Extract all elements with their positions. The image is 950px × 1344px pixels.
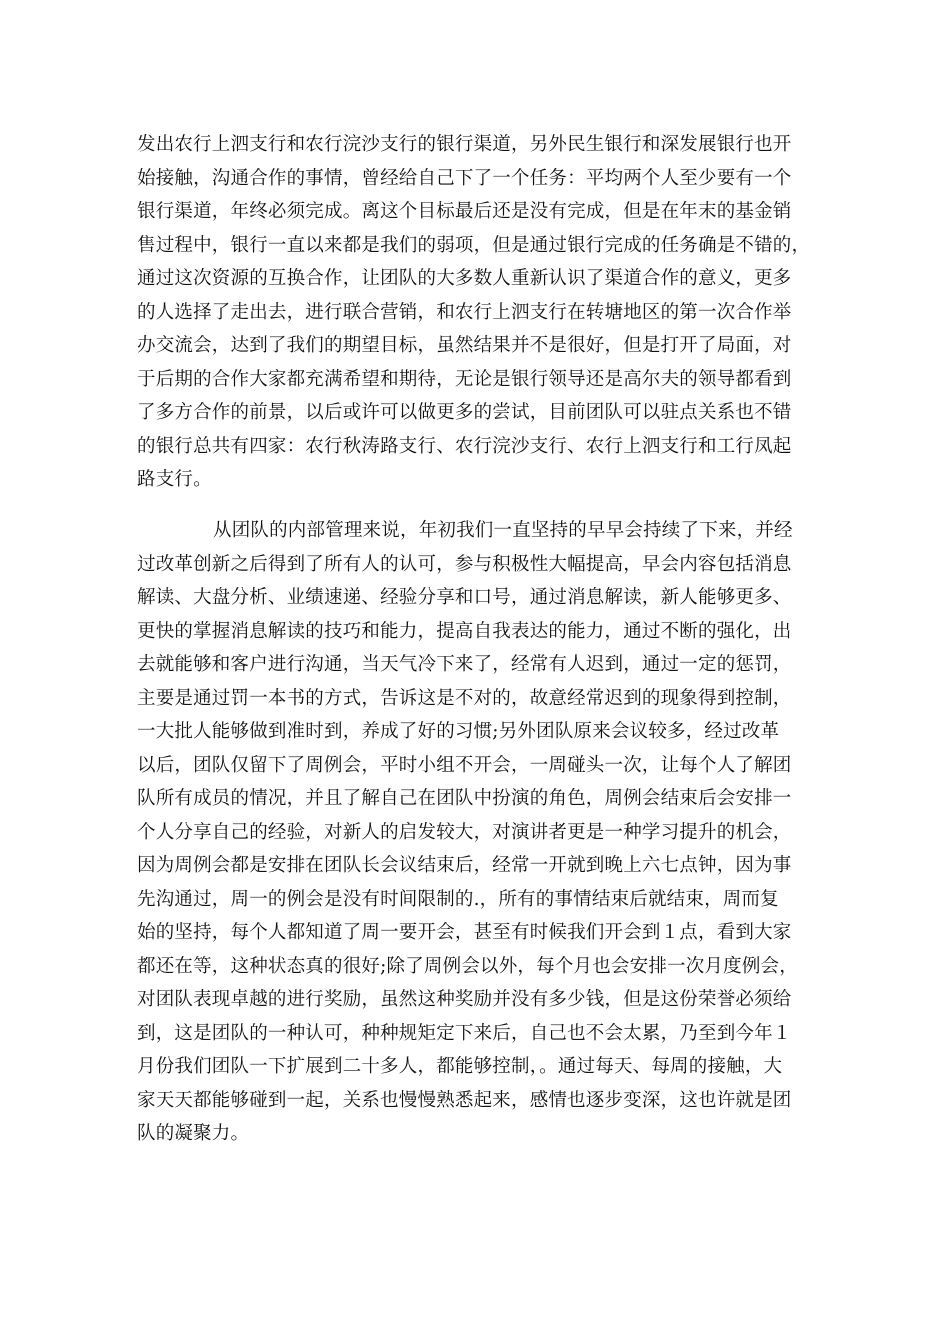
paragraph-line: 去就能够和客户进行沟通，当天气冷下来了，经常有人迟到，通过一定的惩罚， — [137, 654, 792, 675]
paragraph-line: 解读、大盘分析、业绩速递、经验分享和口号，通过消息解读，新人能够更多、 — [137, 587, 792, 608]
paragraph-line: 路支行。 — [137, 469, 212, 490]
paragraph-line: 队的凝聚力。 — [137, 1123, 250, 1144]
paragraph-line: 更快的掌握消息解读的技巧和能力，提高自我表达的能力，通过不断的强化，出 — [137, 620, 792, 642]
paragraph-line: 个人分享自己的经验，对新人的启发较大，对演讲者更是一种学习提升的机会， — [137, 821, 792, 843]
paragraph-line: 的人选择了走出去，进行联合营销，和农行上泗支行在转塘地区的第一次合作举 — [137, 301, 792, 323]
paragraph-line: 过改革创新之后得到了所有人的认可，参与积极性大幅提高，早会内容包括消息 — [137, 553, 792, 575]
paragraph-line: 一大批人能够做到准时到，养成了好的习惯;另外团队原来会议较多，经过改革 — [137, 721, 780, 742]
paragraph-line: 于后期的合作大家都充满希望和期待，无论是银行领导还是高尔夫的领导都看到 — [137, 368, 792, 390]
paragraph-line: 都还在等，这种状态真的很好;除了周例会以外，每个月也会安排一次月度例会， — [137, 955, 798, 977]
paragraph-line: 售过程中，银行一直以来都是我们的弱项，但是通过银行完成的任务确是不错的， — [137, 234, 811, 256]
paragraph-line: 月份我们团队一下扩展到二十多人，都能够控制，。通过每天、每周的接触，大 — [137, 1056, 783, 1077]
paragraph-line: 了多方合作的前景，以后或许可以做更多的尝试，目前团队可以驻点关系也不错 — [137, 402, 792, 423]
paragraph-internal-management — [137, 514, 817, 1151]
paragraph-line: 发出农行上泗支行和农行浣沙支行的银行渠道，另外民生银行和深发展银行也开 — [137, 134, 792, 155]
paragraph-line: 到，这是团队的一种认可，种种规矩定下来后，自己也不会太累，乃至到今年１ — [137, 1022, 792, 1044]
paragraph-line: 主要是通过罚一本书的方式，告诉这是不对的，故意经常迟到的现象得到控制， — [137, 687, 792, 709]
paragraph-line: 家天天都能够碰到一起，关系也慢慢熟悉起来，感情也逐步变深，这也许就是团 — [137, 1089, 792, 1111]
paragraph-line: 队所有成员的情况，并且了解自己在团队中扮演的角色，周例会结束后会安排一 — [137, 788, 792, 809]
paragraph-line: 办交流会，达到了我们的期望目标，虽然结果并不是很好，但是打开了局面，对 — [137, 335, 792, 356]
paragraph-line: 因为周例会都是安排在团队长会议结束后，经常一开就到晚上六七点钟，因为事 — [137, 855, 792, 876]
paragraph-line: 始接触，沟通合作的事情，曾经给自己下了一个任务：平均两个人至少要有一个 — [137, 167, 792, 189]
paragraph-line: 银行渠道，年终必须完成。离这个目标最后还是没有完成，但是在年末的基金销 — [137, 201, 792, 222]
paragraph-line: 的银行总共有四家：农行秋涛路支行、农行浣沙支行、农行上泗支行和工行凤起 — [137, 435, 792, 457]
paragraph-line: 以后，团队仅留下了周例会，平时小组不开会，一周碰头一次，让每个人了解团 — [137, 754, 792, 776]
paragraph-line: 始的坚持，每个人都知道了周一要开会，甚至有时候我们开会到１点，看到大家 — [137, 922, 792, 943]
paragraph-line: 对团队表现卓越的进行奖励，虽然这种奖励并没有多少钱，但是这份荣誉必须给 — [137, 989, 792, 1010]
paragraph-line-indented: 从团队的内部管理来说，年初我们一直坚持的早早会持续了下来，并经 — [213, 520, 793, 541]
paragraph-line: 通过这次资源的互换合作，让团队的大多数人重新认识了渠道合作的意义，更多 — [137, 268, 792, 289]
paragraph-bank-channels — [137, 128, 817, 497]
paragraph-line: 先沟通过，周一的例会是没有时间限制的.，所有的事情结束后就结束，周而复 — [137, 888, 779, 910]
